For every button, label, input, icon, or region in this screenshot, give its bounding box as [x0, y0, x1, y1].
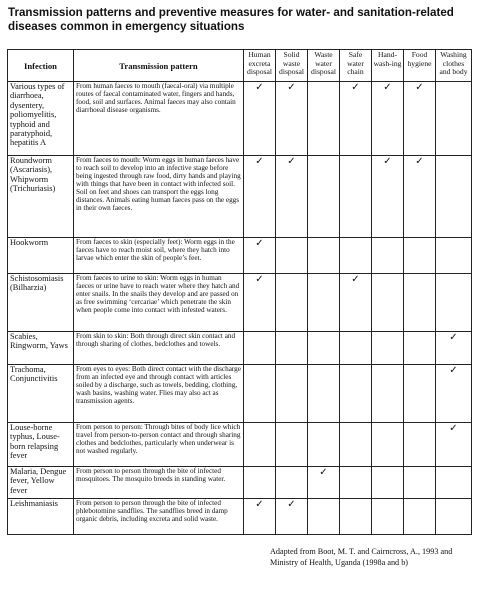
empty-cell: [308, 499, 340, 535]
checkmark-icon: ✓: [276, 499, 308, 535]
empty-cell: [436, 499, 472, 535]
empty-cell: [308, 82, 340, 156]
header-food-hygiene: Food hygiene: [404, 50, 436, 82]
empty-cell: [404, 423, 436, 467]
empty-cell: [308, 365, 340, 423]
header-solid-waste: Solid waste disposal: [276, 50, 308, 82]
checkmark-icon: ✓: [244, 156, 276, 238]
checkmark-icon: ✓: [436, 332, 472, 365]
empty-cell: [404, 238, 436, 274]
empty-cell: [372, 274, 404, 332]
header-row: [8, 50, 472, 82]
empty-cell: [340, 238, 372, 274]
transmission-pattern-cell: From eyes to eyes: Both direct contact with the discharge from an infected eye and through contact with articles soiled by a discharge, such as towels, bedding, clothing, wash basins, washing water. Flies may also act as transmission agents.: [74, 365, 244, 423]
infection-cell: Leishmaniasis: [8, 499, 74, 535]
checkmark-icon: ✓: [404, 156, 436, 238]
checkmark-icon: ✓: [372, 82, 404, 156]
infection-cell: Roundworm (Ascariasis), Whipworm (Trichuriasis): [8, 156, 74, 238]
empty-cell: [340, 156, 372, 238]
header-transmission-pattern: Transmission pattern: [74, 50, 244, 82]
table-row: [8, 156, 472, 238]
checkmark-icon: ✓: [436, 423, 472, 467]
empty-cell: [276, 467, 308, 499]
empty-cell: [276, 365, 308, 423]
table-row: [8, 423, 472, 467]
document-title: Transmission patterns and preventive measures for water- and sanitation-related diseases common in emergency situations: [8, 6, 454, 33]
empty-cell: [404, 365, 436, 423]
empty-cell: [436, 274, 472, 332]
header-hand-washing: Hand-wash-ing: [372, 50, 404, 82]
empty-cell: [372, 423, 404, 467]
header-washing-clothes: Washing clothes and body: [436, 50, 472, 82]
header-safe-water: Safe water chain: [340, 50, 372, 82]
infection-cell: Malaria, Dengue fever, Yellow fever: [8, 467, 74, 499]
empty-cell: [308, 332, 340, 365]
transmission-pattern-cell: From skin to skin: Both through direct skin contact and through sharing of clothes, bedclothes and towels.: [74, 332, 244, 365]
empty-cell: [244, 332, 276, 365]
table-row: [8, 332, 472, 365]
source-credit: Adapted from Boot, M. T. and Cairncross, A., 1993 and Ministry of Health, Uganda (1998a and b): [270, 547, 453, 567]
table-row: [8, 82, 472, 156]
empty-cell: [372, 332, 404, 365]
header-waste-water: Waste water disposal: [308, 50, 340, 82]
infection-cell: Hookworm: [8, 238, 74, 274]
empty-cell: [244, 365, 276, 423]
empty-cell: [404, 332, 436, 365]
checkmark-icon: ✓: [244, 274, 276, 332]
empty-cell: [372, 365, 404, 423]
empty-cell: [340, 467, 372, 499]
checkmark-icon: ✓: [340, 274, 372, 332]
infection-cell: Various types of diarrhoea, dysentery, poliomyelitis, typhoid and paratyphoid, hepatitis A: [8, 82, 74, 156]
empty-cell: [340, 332, 372, 365]
empty-cell: [340, 423, 372, 467]
header-human-excreta: Human excreta disposal: [244, 50, 276, 82]
table-row: [8, 467, 472, 499]
infection-cell: Trachoma, Conjunctivitis: [8, 365, 74, 423]
empty-cell: [340, 499, 372, 535]
checkmark-icon: ✓: [308, 467, 340, 499]
empty-cell: [308, 156, 340, 238]
empty-cell: [308, 238, 340, 274]
table-row: [8, 274, 472, 332]
checkmark-icon: ✓: [244, 499, 276, 535]
empty-cell: [276, 332, 308, 365]
empty-cell: [404, 467, 436, 499]
checkmark-icon: ✓: [276, 156, 308, 238]
empty-cell: [436, 82, 472, 156]
empty-cell: [244, 467, 276, 499]
checkmark-icon: ✓: [276, 82, 308, 156]
transmission-pattern-cell: From person to person: Through bites of body lice which travel from person-to-person contact and through sharing clothes and bedclothes, particularly when underwear is not washed regularly.: [74, 423, 244, 467]
empty-cell: [436, 467, 472, 499]
empty-cell: [276, 423, 308, 467]
transmission-pattern-cell: From faeces to skin (especially feet): Worm eggs in the faeces have to reach moist soil, where they hatch into larvae which enter the skin of people’s feet.: [74, 238, 244, 274]
empty-cell: [308, 274, 340, 332]
checkmark-icon: ✓: [340, 82, 372, 156]
table-row: [8, 365, 472, 423]
empty-cell: [404, 274, 436, 332]
transmission-pattern-cell: From faeces to urine to skin: Worm eggs in human faeces or urine have to reach water where they hatch and enter snails. In the snails they develop and are passed on as free swimming ‘cercariae’ which penetrate the skin when people come into contact with infested waters.: [74, 274, 244, 332]
checkmark-icon: ✓: [244, 82, 276, 156]
header-infection: Infection: [8, 50, 74, 82]
empty-cell: [372, 238, 404, 274]
empty-cell: [436, 156, 472, 238]
transmission-pattern-cell: From person to person through the bite of infected phlebotomine sandflies. The sandflies breed in damp organic debris, including excreta and solid waste.: [74, 499, 244, 535]
empty-cell: [308, 423, 340, 467]
empty-cell: [276, 238, 308, 274]
transmission-pattern-cell: From human faeces to mouth (faecal-oral) via multiple routes of faecal contaminated water, fingers and hands, food, soil and surfaces. Animal faeces may also contain diarrhoeal disease organisms.: [74, 82, 244, 156]
empty-cell: [436, 238, 472, 274]
infection-cell: Schistosomiasis (Bilharzia): [8, 274, 74, 332]
checkmark-icon: ✓: [436, 365, 472, 423]
table-row: [8, 499, 472, 535]
infection-cell: Scabies, Ringworm, Yaws: [8, 332, 74, 365]
empty-cell: [340, 365, 372, 423]
empty-cell: [276, 274, 308, 332]
empty-cell: [372, 467, 404, 499]
transmission-pattern-cell: From faeces to mouth: Worm eggs in human faeces have to reach soil to develop into an infective stage before being ingested through raw food, dirty hands and playing with things that have been in contact with infected soil. Soil on feet and shoes can transport the eggs long distances. Animals eating human faeces pass on the eggs in their own faeces.: [74, 156, 244, 238]
checkmark-icon: ✓: [404, 82, 436, 156]
empty-cell: [244, 423, 276, 467]
empty-cell: [404, 499, 436, 535]
checkmark-icon: ✓: [372, 156, 404, 238]
transmission-pattern-cell: From person to person through the bite of infected mosquitoes. The mosquito breeds in standing water.: [74, 467, 244, 499]
table-row: [8, 238, 472, 274]
empty-cell: [372, 499, 404, 535]
infection-cell: Louse-borne typhus, Louse-born relapsing fever: [8, 423, 74, 467]
disease-table: [7, 49, 472, 535]
checkmark-icon: ✓: [244, 238, 276, 274]
